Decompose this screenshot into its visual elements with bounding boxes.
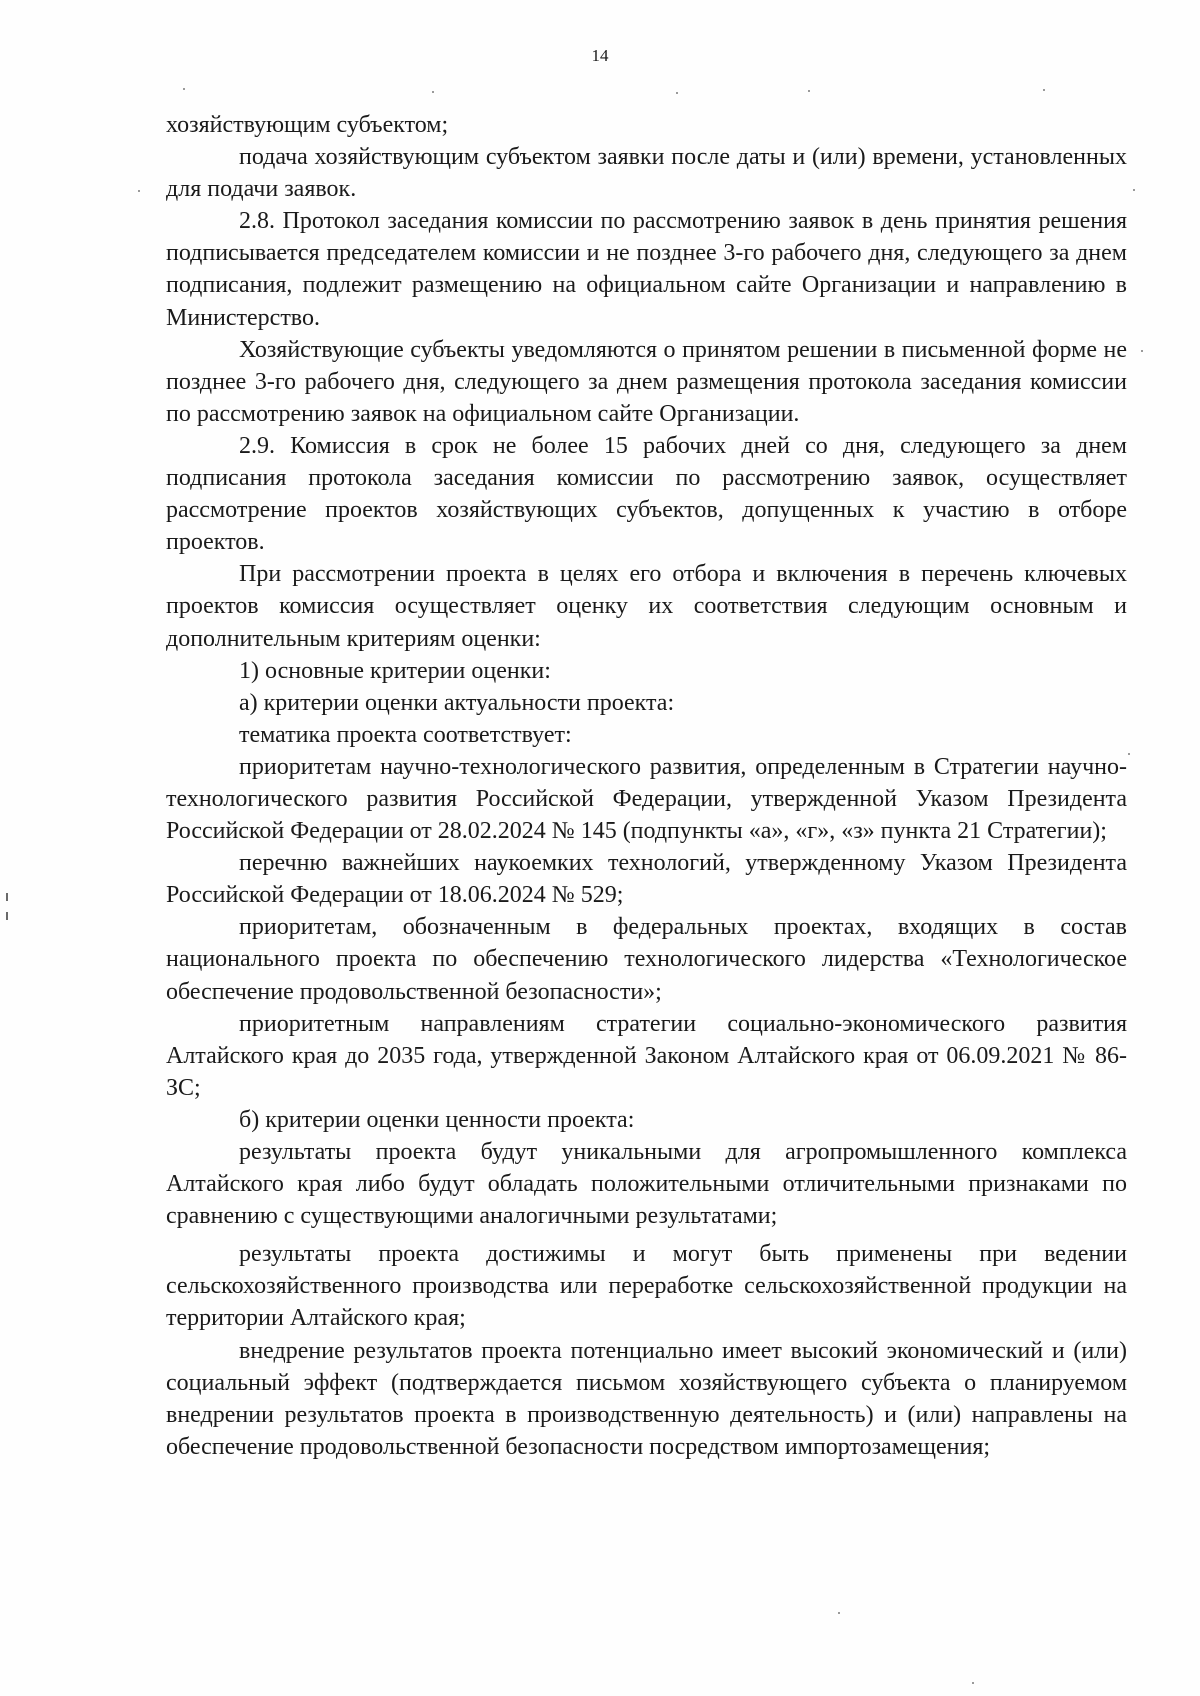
paragraph-continuation: хозяйствующим субъектом;: [166, 112, 449, 138]
paragraph-strategy-priorities: приоритетам научно-технологического развития, определенным в Стратегии научно-технологического развития Российской Федерации, утвержденной Указом Президента Российской Федерации от 28.02.2024 № 145 (подпункты «а», «г», «з» пункта 21 Стратегии);: [166, 753, 1127, 845]
scan-margin-mark: [6, 912, 8, 920]
paragraph-federal-projects: приоритетам, обозначенным в федеральных проектах, входящих в состав национального проекта по обеспечению технологического лидерства «Технологическое обеспечение продовольственной безопасности»;: [166, 914, 1127, 1005]
paragraph-late-submission: подача хозяйствующим субъектом заявки после даты и (или) времени, установленных для подачи заявок.: [166, 144, 1127, 203]
page-number: 14: [591, 46, 609, 65]
scan-speck: [1128, 753, 1130, 755]
paragraph-main-criteria: 1) основные критерии оценки:: [239, 657, 551, 684]
paragraph-technologies-list: перечню важнейших наукоемких технологий, утвержденному Указом Президента Российской Федерации от 18.06.2024 № 529;: [166, 850, 1127, 909]
scan-speck: [972, 1682, 974, 1684]
paragraph-notification: Хозяйствующие субъекты уведомляются о принятом решении в письменной форме не позднее 3-го рабочего дня, следующего за днем размещения протокола заседания комиссии по рассмотрению заявок на официальном сайте Организации.: [166, 336, 1127, 427]
paragraph-value-criteria: б) критерии оценки ценности проекта:: [239, 1106, 635, 1133]
scan-margin-mark: [6, 893, 8, 901]
scan-speck: [138, 190, 140, 192]
paragraph-clause-2-8: 2.8. Протокол заседания комиссии по рассмотрению заявок в день принятия решения подписывается председателем комиссии и не позднее 3-го рабочего дня, следующего за днем подписания, подлежит размещению на официальном сайте Организации и направлению в Министерство.: [166, 208, 1127, 331]
document-body: [166, 109, 1127, 1463]
paragraph-relevance-criteria: а) критерии оценки актуальности проекта:: [239, 689, 675, 716]
paragraph-clause-2-9: 2.9. Комиссия в срок не более 15 рабочих дней со дня, следующего за днем подписания протокола заседания комиссии по рассмотрению заявок, осуществляет рассмотрение проектов хозяйствующих субъектов, допущенных к участию в отборе проектов.: [166, 432, 1127, 556]
scan-speck: [432, 91, 434, 93]
paragraph-economic-effect: внедрение результатов проекта потенциально имеет высокий экономический и (или) социальный эффект (подтверждается письмом хозяйствующего субъекта о планируемом внедрении результатов проекта в производственную деятельность) и (или) направлены на обеспечение продовольственной безопасности посредством импортозамещения;: [166, 1337, 1127, 1460]
paragraph-topic-matches: тематика проекта соответствует:: [239, 721, 572, 748]
scan-speck: [183, 88, 185, 90]
scan-speck: [1133, 189, 1135, 191]
scan-speck: [1141, 350, 1143, 352]
scan-speck: [838, 1612, 840, 1614]
paragraph-regional-strategy: приоритетным направлениям стратегии социально-экономического развития Алтайского края до 2035 года, утвержденной Законом Алтайского края от 06.09.2021 № 86-ЗС;: [166, 1010, 1127, 1101]
paragraph-unique-results: результаты проекта будут уникальными для агропромышленного комплекса Алтайского края либо будут обладать положительными отличительными признаками по сравнению с существующими аналогичными результатами;: [166, 1139, 1127, 1230]
paragraph-evaluation-intro: При рассмотрении проекта в целях его отбора и включения в перечень ключевых проектов комиссия осуществляет оценку их соответствия следующим основным и дополнительным критериям оценки:: [166, 561, 1127, 652]
paragraph-achievable-results: результаты проекта достижимы и могут быть применены при ведении сельскохозяйственного производства или переработке сельскохозяйственной продукции на территории Алтайского края;: [166, 1241, 1127, 1332]
scan-speck: [1043, 89, 1045, 91]
scan-speck: [676, 92, 678, 94]
scan-speck: [808, 90, 810, 92]
